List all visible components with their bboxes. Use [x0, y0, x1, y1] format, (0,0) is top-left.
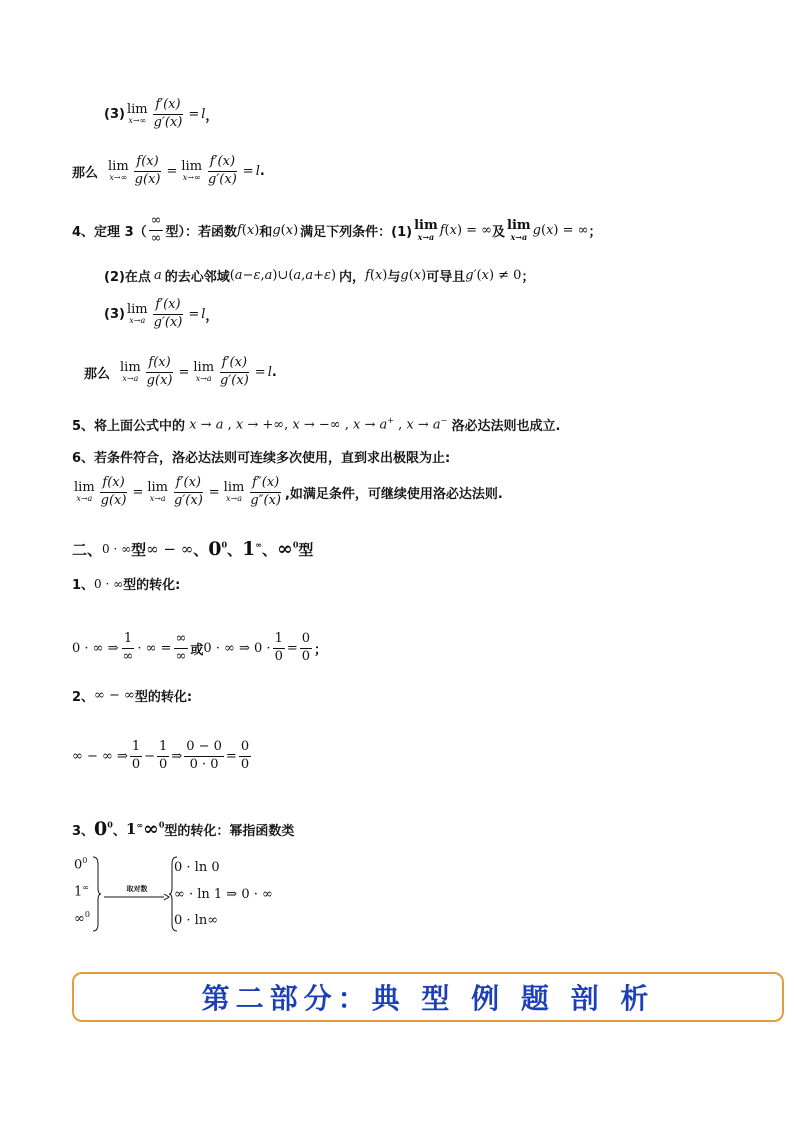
derivative-ratio: $\frac{f'(x)}{g'(x)}$: [153, 97, 183, 130]
sub2-formula: ∞ − ∞ ⇒ 1 0 − $\frac{1}{0}$ ⇒ $\frac{0 - 0}{0 \cdot 0}$ = $\frac{0}{0}$: [72, 739, 250, 772]
then-label: 那么: [72, 165, 99, 181]
item6-text: 6、若条件符合，洛必达法则可连续多次使用，直到求出极限为止:: [72, 451, 451, 466]
power-exponent-diagram: $0^0$ 1∞ ∞$^0$ 取对数 0 · ln 0 ∞ · ln 1 ⇒ 0 · ∞ 0 · ln∞: [72, 856, 292, 936]
item6-formula: lim x→a $\frac{f(x)}{g(x)}$ = lim x→a $\frac{f'(x)}{g'(x)}$ = lim x→a f″(x) g″(x) ,如满足条件，可继续使用洛必达法则.: [74, 475, 503, 508]
theorem3-condition2: (2)在点 a 的去心邻域 ( a − ε , a )∪( a , a + ε ) 内， f ( x ) 与 g ( x ) 可导且 g′ ( x ) ≠ 0 ；: [104, 268, 535, 285]
section2-heading: 二、 0 · ∞ 型 ∞ − ∞ 、 $0^0$ 、 1∞ 、 ∞$^0$ 型: [72, 538, 314, 560]
part2-banner: [72, 972, 784, 1022]
sub1-heading: 1、 0 · ∞ 型的转化:: [72, 576, 181, 593]
sub1-formula: 0 · ∞ ⇒ 1 ∞ · ∞ = ∞ ∞ 或 0 · ∞ ⇒ 0 · $\frac{1}{0}$ = $\frac{0}{0}$ ；: [72, 631, 328, 664]
sub3-heading: 3、 $0^0$ 、 1∞ ∞$^0$ 型的转化：幂指函数类: [72, 818, 295, 840]
arrow-label: 取对数: [126, 885, 148, 893]
infty-over-infty: ∞ ∞: [150, 213, 162, 246]
limit-operator: lim x→∞: [126, 102, 148, 126]
theorem2-conclusion: 那么 lim x→∞ $\frac{f(x)}{g(x)}$ = lim x→∞ $\frac{f'(x)}{g'(x)}$ = l .: [72, 154, 265, 187]
sub2-heading: 2、 ∞ − ∞ 型的转化:: [72, 688, 193, 705]
theorem3-conclusion: 那么 lim x→a $\frac{f(x)}{g(x)}$ = lim x→a $\frac{f'(x)}{g'(x)}$ = l .: [84, 355, 277, 388]
take-log-arrow: [104, 886, 170, 901]
banner-title: 第二部分：典 型 例 题 剖 析: [201, 982, 655, 1015]
theorem2-condition3: (3) lim x→∞ $\frac{f'(x)}{g'(x)}$ = l ，: [104, 97, 219, 130]
item5: 5、将上面公式中的 x → a , x → +∞, x → −∞ , x → a+ , x → a− 洛必达法则也成立.: [72, 416, 561, 434]
right-brace: [92, 856, 102, 932]
item-label: (3): [104, 106, 125, 122]
theorem3-heading: 4、定理 3（ ∞ ∞ 型）：若函数 f ( x ) 和 g ( x ) 满足下列条件：(1) lim x→a f ( x ) = ∞ 及 lim x→a g ( x ) = ∞ ；: [72, 213, 602, 246]
theorem3-condition3: (3) lim x→a $\frac{f'(x)}{g'(x)}$ = l ，: [104, 297, 219, 330]
